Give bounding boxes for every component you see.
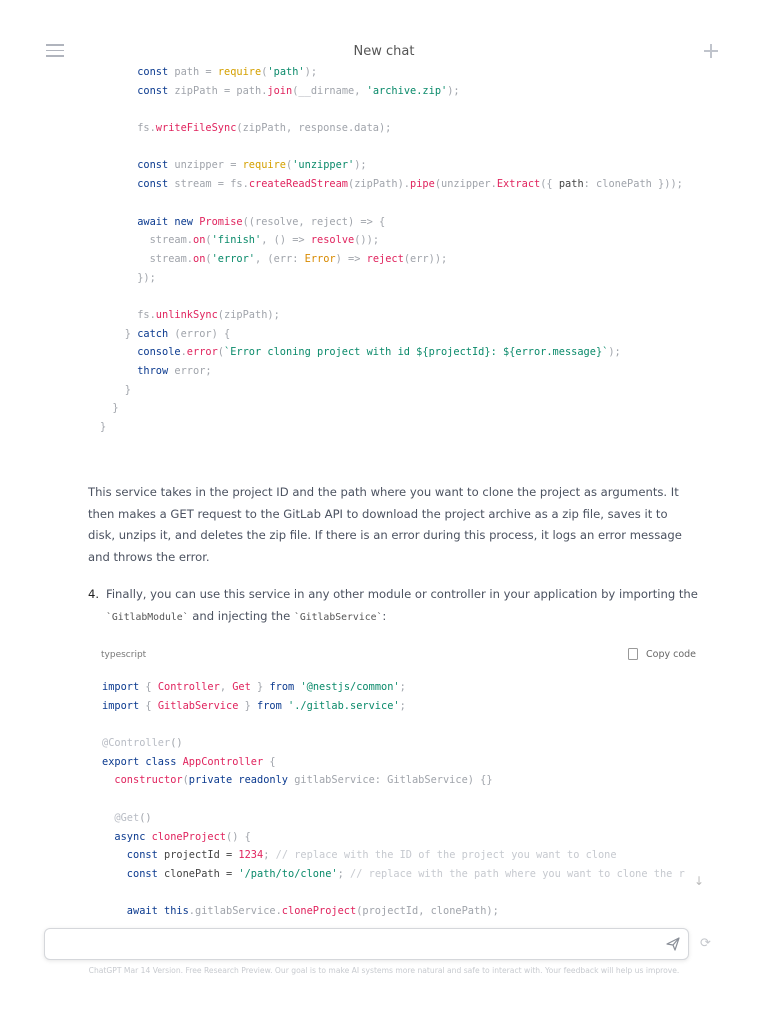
code-token: writeFileSync bbox=[155, 122, 237, 135]
code-line bbox=[102, 790, 685, 809]
list-text-after: : bbox=[382, 608, 387, 623]
code-line bbox=[100, 362, 683, 381]
code-token: const bbox=[100, 159, 175, 172]
code-token: (error) { bbox=[174, 327, 231, 340]
code-line bbox=[102, 771, 685, 790]
page-title: New chat bbox=[353, 44, 415, 59]
code-token: Get bbox=[232, 681, 251, 693]
code-token: } bbox=[100, 421, 107, 434]
code-token: { bbox=[263, 755, 276, 768]
code-token: error bbox=[186, 346, 218, 359]
code-line bbox=[102, 902, 685, 921]
code-token: './gitlab.service' bbox=[288, 699, 400, 712]
code-token: ( bbox=[286, 159, 293, 172]
code-token: on bbox=[193, 234, 206, 247]
code-token: GitlabService bbox=[157, 699, 239, 712]
code-line bbox=[102, 846, 685, 865]
code-token: cloneProject bbox=[281, 905, 357, 918]
code-token: 'path' bbox=[267, 66, 305, 78]
code-token: stream. bbox=[100, 234, 193, 247]
code-token: ( bbox=[217, 346, 224, 359]
code-token: Error bbox=[304, 252, 336, 265]
code-token: () { bbox=[226, 830, 251, 843]
code-token: await this bbox=[102, 905, 189, 918]
list-text-mid: and injecting the bbox=[188, 608, 294, 623]
code-line bbox=[102, 828, 685, 847]
code-token: . bbox=[180, 346, 187, 359]
code-token: require bbox=[242, 159, 287, 172]
code-token: { bbox=[145, 699, 158, 712]
code-token: (unzipper. bbox=[434, 178, 497, 191]
code-token: (zipPath, response.data); bbox=[236, 122, 392, 135]
code-token: resolve bbox=[310, 234, 355, 247]
message-composer bbox=[44, 928, 689, 960]
code-token: () bbox=[139, 811, 152, 824]
code-token: reject bbox=[366, 252, 404, 265]
code-line bbox=[102, 678, 685, 697]
code-token: AppController bbox=[182, 755, 264, 768]
inline-code-service: `GitlabService` bbox=[293, 611, 383, 623]
code-token: 'archive.zip' bbox=[366, 84, 448, 97]
code-token: Controller bbox=[157, 681, 220, 693]
code-token: (projectId, clonePath); bbox=[356, 905, 499, 918]
code-line bbox=[100, 156, 683, 175]
code-token: error; bbox=[174, 365, 212, 377]
code-token: ); bbox=[354, 159, 367, 172]
code-token: const bbox=[100, 178, 175, 191]
code-token: ); bbox=[304, 66, 318, 78]
code-line bbox=[102, 809, 685, 828]
code-line bbox=[100, 250, 683, 269]
code-token: ( bbox=[182, 774, 189, 787]
code-token: ((resolve, reject) => { bbox=[242, 215, 386, 228]
list-number: 4. bbox=[88, 587, 100, 601]
code-token: ); bbox=[608, 346, 621, 359]
code-token: gitlabService: GitlabService) {} bbox=[294, 774, 493, 787]
code-token: ; bbox=[337, 867, 351, 880]
code-token: @Get bbox=[102, 811, 140, 824]
code-line bbox=[102, 865, 685, 884]
code-token: console bbox=[100, 346, 181, 359]
code-token: unlinkSync bbox=[155, 308, 218, 321]
code-line bbox=[102, 884, 685, 903]
code-token: }); bbox=[100, 271, 156, 284]
code-token: export class bbox=[102, 755, 183, 768]
regenerate-icon[interactable]: ⟳ bbox=[700, 936, 711, 951]
code-token: const bbox=[100, 84, 175, 97]
code-token: (zipPath). bbox=[348, 178, 411, 191]
code-token: projectId = bbox=[164, 849, 239, 862]
code-token: import bbox=[102, 699, 146, 712]
code-line bbox=[100, 175, 683, 194]
code-line bbox=[100, 306, 683, 325]
code-token: ( bbox=[205, 252, 212, 265]
code-token: ; bbox=[399, 699, 406, 712]
code-line bbox=[102, 734, 685, 753]
code-token: from bbox=[257, 699, 289, 712]
code-token: cloneProject bbox=[151, 830, 227, 843]
code-line bbox=[100, 194, 683, 213]
code-line bbox=[102, 697, 685, 716]
code-token: require bbox=[217, 66, 262, 78]
code-token: const bbox=[102, 867, 164, 880]
code-line bbox=[100, 213, 683, 232]
code-token: () bbox=[170, 737, 183, 750]
code-line bbox=[100, 399, 683, 418]
code-token: (err)); bbox=[403, 252, 448, 265]
code-line bbox=[102, 753, 685, 772]
code-token: ({ bbox=[540, 178, 559, 191]
message-input[interactable] bbox=[53, 933, 657, 957]
code-token: join bbox=[267, 84, 293, 97]
code-token: await new bbox=[100, 215, 200, 228]
code-token: , (err: bbox=[255, 252, 305, 265]
code-token: throw bbox=[100, 365, 175, 377]
code-token: createReadStream bbox=[248, 178, 349, 191]
code-token: } bbox=[100, 402, 119, 415]
code-token: .gitlabService. bbox=[188, 905, 282, 918]
code-token: (zipPath); bbox=[217, 308, 280, 321]
list-text-before: Finally, you can use this service in any other module or controller in your application by importing the bbox=[106, 587, 698, 601]
code-token: `Error cloning project with id ${projectId}: ${error.message}` bbox=[224, 346, 609, 359]
code-block-content bbox=[102, 678, 685, 921]
code-token: Promise bbox=[199, 215, 243, 228]
send-icon[interactable] bbox=[665, 936, 681, 952]
code-token: fs. bbox=[100, 308, 156, 321]
code-token: ( bbox=[205, 234, 212, 247]
code-token: 'finish' bbox=[211, 234, 262, 247]
code-line bbox=[100, 119, 683, 138]
code-token: constructor bbox=[102, 774, 183, 787]
code-token: pipe bbox=[410, 178, 435, 191]
code-token: catch bbox=[137, 327, 175, 340]
code-line bbox=[100, 269, 683, 288]
code-token: async bbox=[102, 830, 152, 843]
code-line bbox=[100, 82, 683, 101]
code-token: } bbox=[100, 327, 138, 340]
code-token: ()); bbox=[354, 234, 380, 247]
code-line bbox=[100, 231, 683, 250]
code-line bbox=[100, 418, 683, 437]
footer-disclaimer: ChatGPT Mar 14 Version. Free Research Preview. Our goal is to make AI systems more natural and safe to interact with. Your feedback will help us improve. bbox=[88, 966, 680, 975]
code-token: Extract bbox=[496, 178, 541, 191]
code-token: // replace with the path where you want to clone the r bbox=[350, 867, 685, 880]
code-token: // replace with the ID of the project you want to clone bbox=[275, 849, 617, 862]
code-line bbox=[100, 100, 683, 119]
code-token: , () => bbox=[261, 234, 311, 247]
code-token: ; bbox=[399, 681, 406, 693]
code-token: } bbox=[250, 681, 270, 693]
code-token: 'error' bbox=[211, 252, 256, 265]
code-token: from bbox=[269, 681, 301, 693]
inline-code-module: `GitlabModule` bbox=[106, 611, 189, 623]
code-snippet-top bbox=[100, 63, 683, 437]
code-token: const bbox=[100, 66, 175, 78]
list-item-text bbox=[106, 584, 706, 628]
code-token: private readonly bbox=[188, 774, 295, 787]
code-token: (__dirname, bbox=[292, 84, 367, 97]
code-token: stream = fs. bbox=[174, 178, 249, 191]
code-token: zipPath = path. bbox=[174, 84, 268, 97]
code-block bbox=[88, 640, 708, 930]
code-line bbox=[100, 381, 683, 400]
code-token: '@nestjs/common' bbox=[300, 681, 400, 693]
code-token: fs. bbox=[100, 122, 156, 135]
code-token: @Controller bbox=[102, 737, 171, 750]
code-token: ) => bbox=[335, 252, 367, 265]
code-token: 'unzipper' bbox=[292, 159, 355, 172]
code-token: ); bbox=[447, 84, 460, 97]
code-token: ; bbox=[263, 849, 276, 862]
response-paragraph: This service takes in the project ID and the path where you want to clone the project as arguments. It then makes a GET request to the GitLab API to download the project archive as a zip file, saves it to disk, unzips it, and deletes the zip file. If there is an error during this process, it logs an error message and throws the error. bbox=[88, 485, 682, 564]
code-token: } bbox=[100, 383, 131, 396]
code-token: } bbox=[238, 699, 258, 712]
code-line bbox=[100, 63, 683, 82]
code-token: const bbox=[102, 849, 164, 862]
code-token: on bbox=[193, 252, 206, 265]
code-line bbox=[100, 343, 683, 362]
code-token: 1234 bbox=[238, 849, 264, 862]
copy-code-button[interactable] bbox=[628, 648, 696, 660]
code-token: { bbox=[145, 681, 158, 693]
code-token: : clonePath })); bbox=[583, 178, 683, 191]
code-token: clonePath = bbox=[164, 867, 239, 880]
code-language-label: typescript bbox=[101, 650, 147, 660]
code-token: stream. bbox=[100, 252, 193, 265]
scroll-down-arrow-icon[interactable]: ↓ bbox=[694, 874, 705, 888]
code-line bbox=[102, 715, 685, 734]
new-chat-plus-icon[interactable] bbox=[702, 42, 720, 60]
code-token: , bbox=[219, 681, 233, 693]
clipboard-icon bbox=[628, 648, 638, 660]
code-token: path = bbox=[174, 66, 218, 78]
code-token: ( bbox=[261, 66, 268, 78]
code-line bbox=[100, 325, 683, 344]
copy-code-label: Copy code bbox=[646, 648, 697, 660]
code-line bbox=[100, 287, 683, 306]
code-token: import bbox=[102, 681, 146, 693]
code-token: '/path/to/clone' bbox=[238, 867, 338, 880]
code-token: unzipper = bbox=[174, 159, 243, 172]
code-line bbox=[100, 138, 683, 157]
code-token: path bbox=[558, 178, 584, 191]
